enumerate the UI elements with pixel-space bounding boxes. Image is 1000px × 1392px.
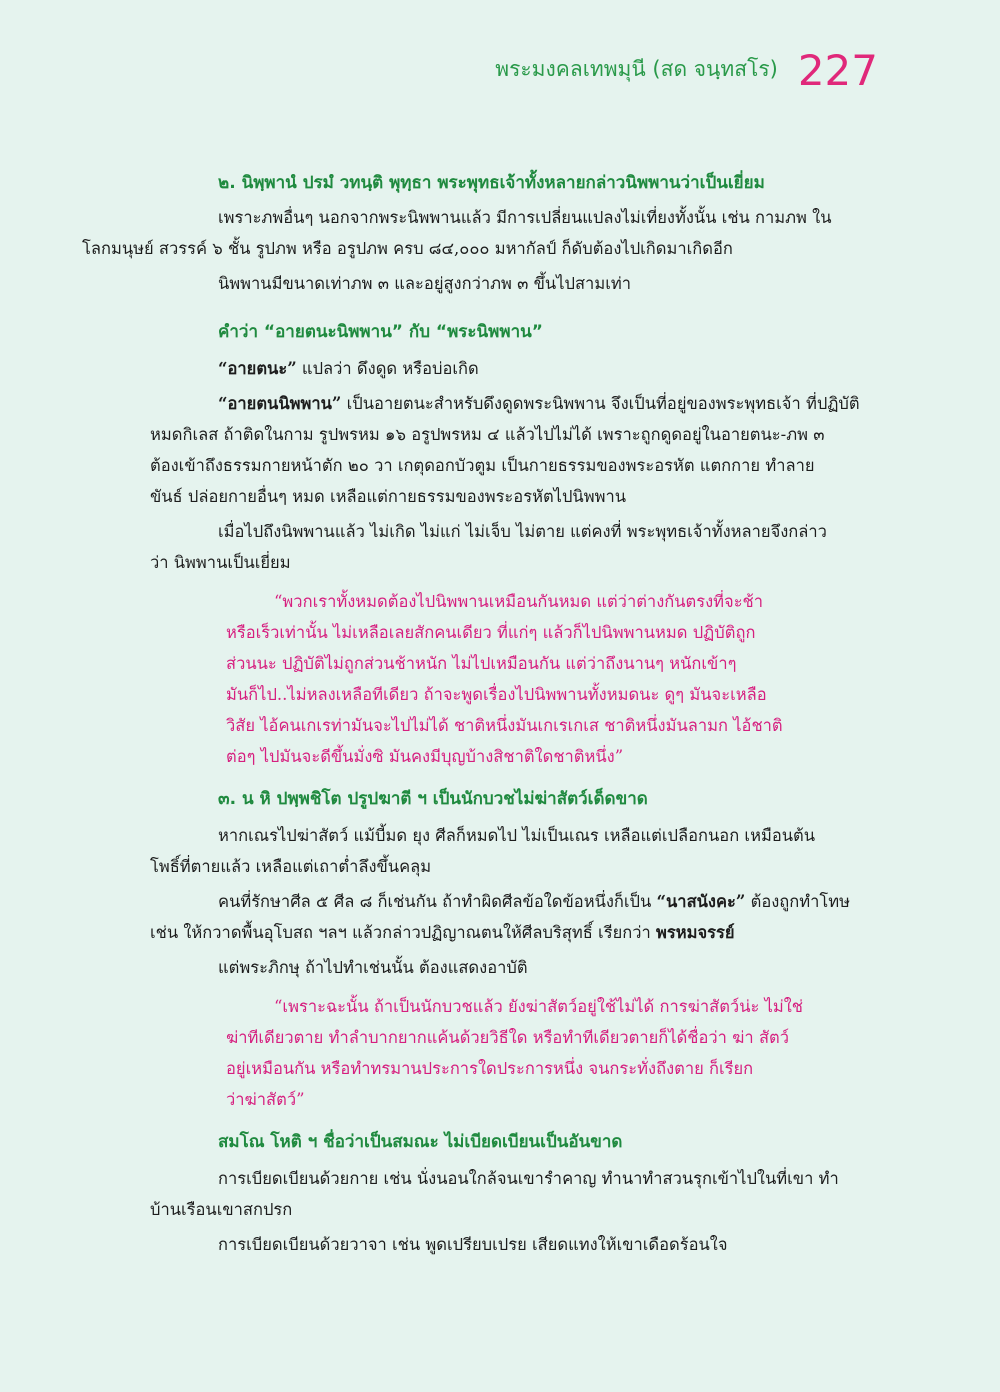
paragraph bbox=[150, 1163, 880, 1225]
term-bold: “นาสนังคะ” bbox=[656, 892, 746, 911]
quote-line: ส่วนนะ ปฏิบัติไม่ถูกส่วนช้าหนัก ไม่ไปเหมือนกัน แต่ว่าถึงนานๆ หนักเข้าๆ bbox=[226, 654, 737, 673]
paragraph bbox=[150, 820, 880, 882]
paragraph bbox=[150, 353, 880, 384]
section-heading-3: ๓. น หิ ปพฺพชิโต ปรูปฆาตี ฯ เป็นนักบวชไม่ฆ่าสัตว์เด็ดขาด bbox=[218, 789, 648, 809]
page-number: 227 bbox=[797, 46, 878, 95]
quote-line: ว่าฆ่าสัตว์” bbox=[226, 1090, 305, 1109]
header-title: พระมงคลเทพมุนี (สด จนฺทสโร) bbox=[495, 57, 778, 81]
section-heading-2: ๒. นิพฺพานํ ปรมํ วทนฺติ พุทฺธา พระพุทธเจ้าทั้งหลายกล่าวนิพพานว่าเป็นเยี่ยม bbox=[218, 173, 765, 193]
text-line: เมื่อไปถึงนิพพานแล้ว ไม่เกิด ไม่แก่ ไม่เจ็บ ไม่ตาย แต่คงที่ พระพุทธเจ้าทั้งหลายจึงกล่าว bbox=[218, 522, 827, 541]
quote-block bbox=[150, 586, 880, 772]
text-line: ขันธ์ ปล่อยกายอื่นๆ หมด เหลือแต่กายธรรมของพระอรหัตไปนิพพาน bbox=[150, 487, 627, 506]
running-header bbox=[495, 46, 878, 95]
section-heading-4: สมโณ โหติ ฯ ชื่อว่าเป็นสมณะ ไม่เบียดเบียนเป็นอันขาด bbox=[218, 1132, 623, 1152]
paragraph: การเบียดเบียนด้วยวาจา เช่น พูดเปรียบเปรย เสียดแทงให้เขาเดือดร้อนใจ bbox=[218, 1235, 728, 1254]
text-span: เป็นอายตนะสำหรับดึงดูดพระนิพพาน จึงเป็นที่อยู่ของพระพุทธเจ้า ที่ปฏิบัติ bbox=[341, 394, 860, 413]
text-line bbox=[82, 917, 735, 948]
paragraph: นิพพานมีขนาดเท่าภพ ๓ และอยู่สูงกว่าภพ ๓ ขึ้นไปสามเท่า bbox=[218, 274, 631, 293]
text-line: เพราะภพอื่นๆ นอกจากพระนิพพานแล้ว มีการเปลี่ยนแปลงไม่เที่ยงทั้งนั้น เช่น กามภพ ใน bbox=[218, 208, 832, 227]
text-span: เช่น ให้กวาดพื้นอุโบสถ ฯลฯ แล้วกล่าวปฏิญาณตนให้ศีลบริสุทธิ์ เรียกว่า bbox=[150, 923, 656, 942]
paragraph bbox=[150, 886, 880, 948]
text-line: โลกมนุษย์ สวรรค์ ๖ ชั้น รูปภพ หรือ อรูปภพ ครบ ๘๔,๐๐๐ มหากัลป์ ก็ดับต้องไปเกิดมาเกิดอีก bbox=[82, 239, 733, 258]
quote-line: หรือเร็วเท่านั้น ไม่เหลือเลยสักคนเดียว ที่แก่ๆ แล้วก็ไปนิพพานหมด ปฏิบัติถูก bbox=[226, 623, 756, 642]
paragraph bbox=[82, 202, 880, 264]
paragraph: แต่พระภิกษุ ถ้าไปทำเช่นนั้น ต้องแสดงอาบัติ bbox=[218, 958, 528, 977]
term-bold: พรหมจรรย์ bbox=[656, 923, 735, 942]
text-line: โพธิ์ที่ตายแล้ว เหลือแต่เถาต่ำลึงขึ้นคลุม bbox=[150, 857, 432, 876]
page-content bbox=[82, 168, 880, 1260]
term-heading: คำว่า “อายตนะนิพพาน” กับ “พระนิพพาน” bbox=[218, 322, 543, 342]
text-span: ต้องถูกทำโทษ bbox=[745, 892, 851, 911]
quote-line: วิสัย ไอ้คนเกเรท่ามันจะไปไม่ได้ ชาติหนึ่งมันเกเรเกเส ชาติหนึ่งมันลามก ไอ้ชาติ bbox=[226, 716, 783, 735]
quote-line: “พวกเราทั้งหมดต้องไปนิพพานเหมือนกันหมด แต่ว่าต่างกันตรงที่จะช้า bbox=[274, 592, 764, 611]
quote-line: ฆ่าทีเดียวตาย ทำลำบากยากแค้นด้วยวิธีใด หรือทำทีเดียวตายก็ได้ชื่อว่า ฆ่า สัตว์ bbox=[226, 1028, 789, 1047]
text-line: บ้านเรือนเขาสกปรก bbox=[150, 1200, 293, 1219]
term-bold: “อายตนะ” bbox=[218, 359, 297, 378]
paragraph bbox=[150, 388, 880, 512]
paragraph bbox=[150, 516, 880, 578]
text-span: คนที่รักษาศีล ๕ ศีล ๘ ก็เช่นกัน ถ้าทำผิดศีลข้อใดข้อหนึ่งก็เป็น bbox=[218, 892, 657, 911]
quote-line: “เพราะฉะนั้น ถ้าเป็นนักบวชแล้ว ยังฆ่าสัตว์อยู่ใช้ไม่ได้ การฆ่าสัตว์น่ะ ไม่ใช่ bbox=[274, 997, 804, 1016]
text-line: การเบียดเบียนด้วยกาย เช่น นั่งนอนใกล้จนเขารำคาญ ทำนาทำสวนรุกเข้าไปในที่เขา ทำ bbox=[218, 1169, 839, 1188]
quote-line: มันก็ไป..ไม่หลงเหลือทีเดียว ถ้าจะพูดเรื่องไปนิพพานทั้งหมดนะ ดูๆ มันจะเหลือ bbox=[226, 685, 767, 704]
quote-block bbox=[150, 991, 880, 1115]
quote-line: อยู่เหมือนกัน หรือทำทรมานประการใดประการหนึ่ง จนกระทั่งถึงตาย ก็เรียก bbox=[226, 1059, 754, 1078]
term-bold: “อายตนนิพพาน” bbox=[218, 394, 342, 413]
text-line: หมดกิเลส ถ้าติดในกาม รูปพรหม ๑๖ อรูปพรหม ๔ แล้วไปไม่ได้ เพราะถูกดูดอยู่ในอายตนะ-ภพ ๓ bbox=[150, 425, 825, 444]
text-line: ว่า นิพพานเป็นเยี่ยม bbox=[150, 553, 291, 572]
text-line: ต้องเข้าถึงธรรมกายหน้าตัก ๒๐ วา เกตุดอกบัวตูม เป็นกายธรรมของพระอรหัต แตกกาย ทำลาย bbox=[150, 456, 815, 475]
text-line: หากเณรไปฆ่าสัตว์ แม้บี้มด ยุง ศีลก็หมดไป ไม่เป็นเณร เหลือแต่เปลือกนอก เหมือนต้น bbox=[218, 826, 816, 845]
text-span: แปลว่า ดึงดูด หรือบ่อเกิด bbox=[296, 359, 479, 378]
quote-line: ต่อๆ ไปมันจะดีขึ้นมั่งซิ มันคงมีบุญบ้างสิชาติใดชาติหนึ่ง” bbox=[226, 747, 624, 766]
